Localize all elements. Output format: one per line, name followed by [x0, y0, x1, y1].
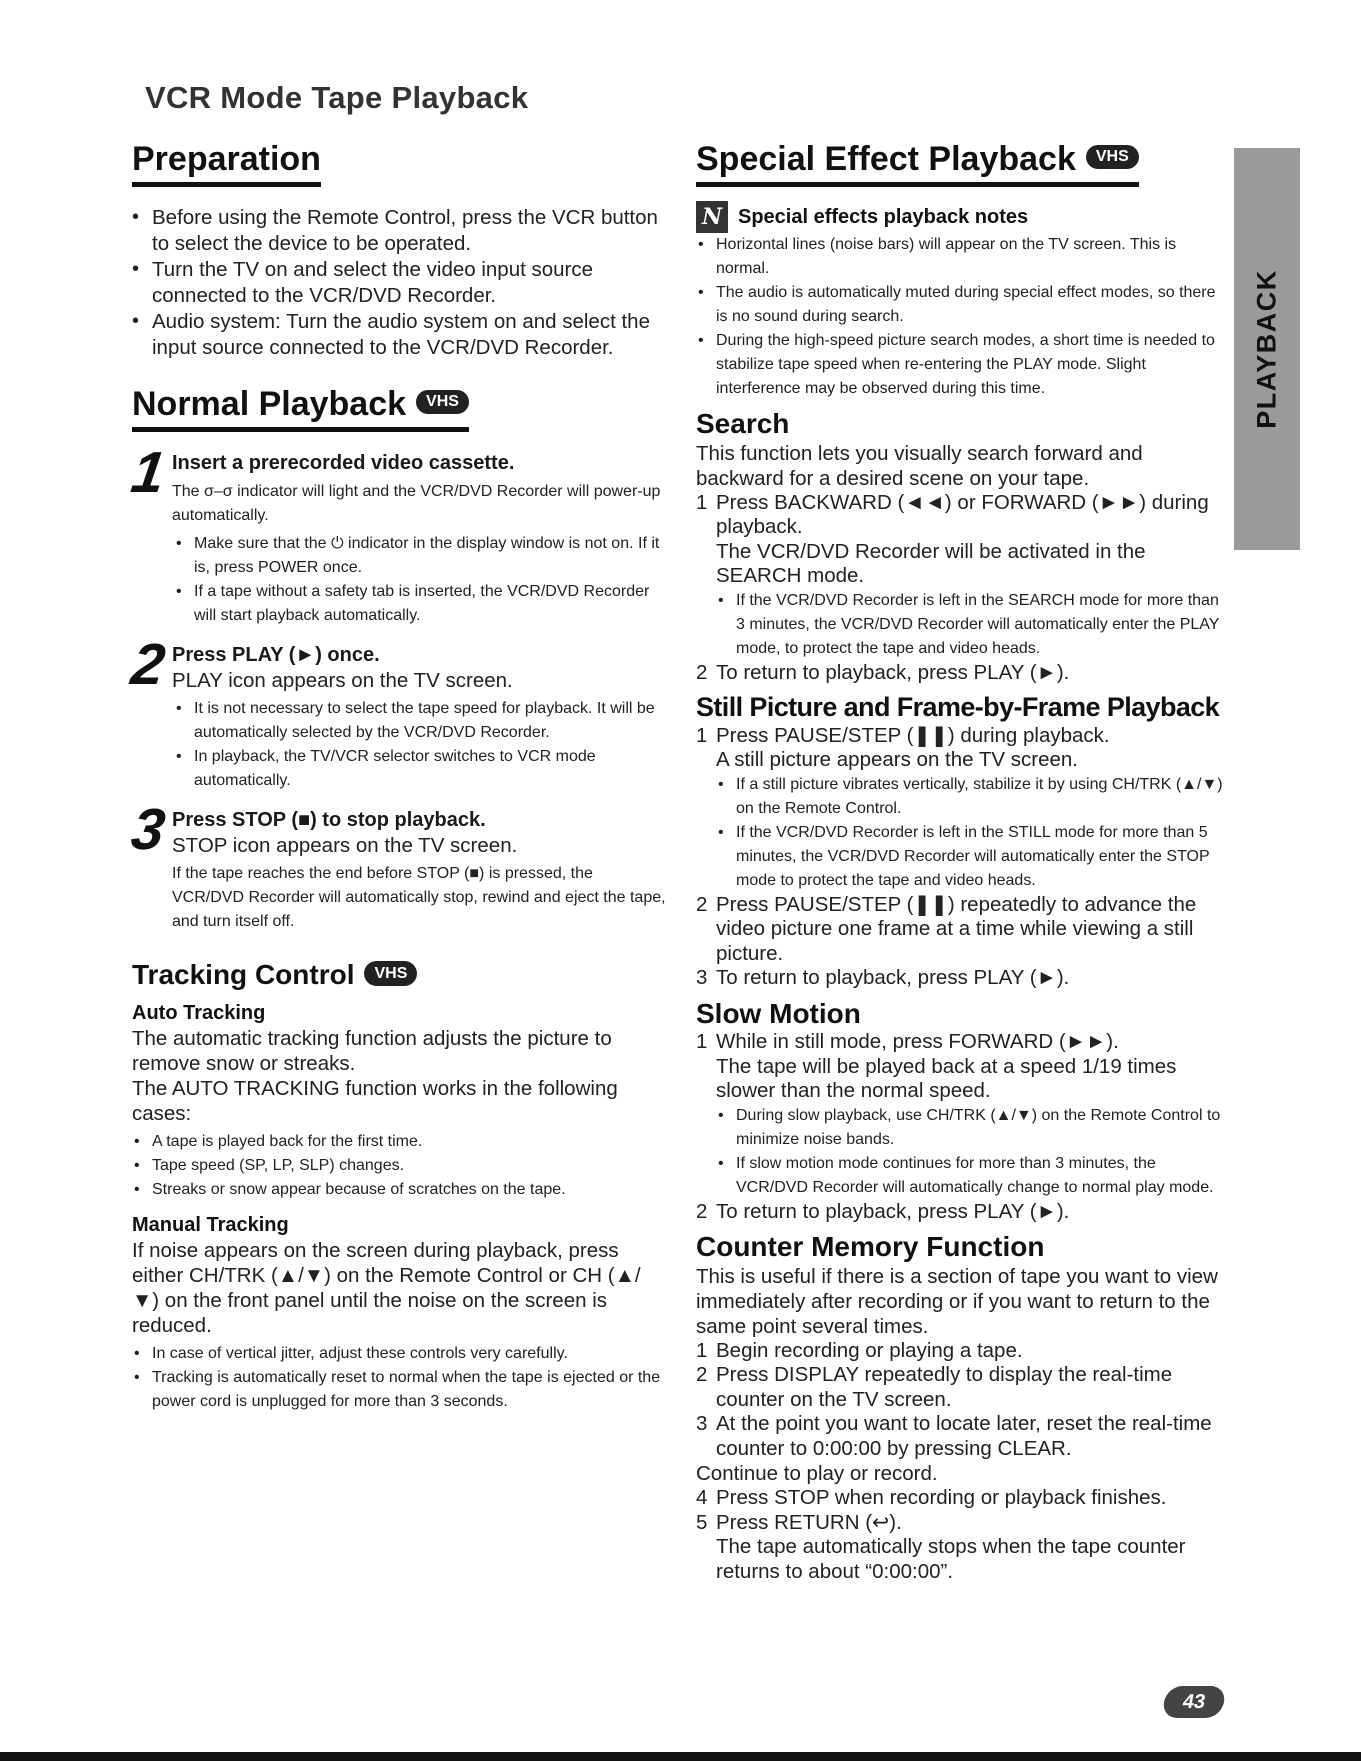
note-title: Special effects playback notes	[738, 206, 1029, 229]
step-text: Press DISPLAY repeatedly to display the real-time counter on the TV screen.	[716, 1363, 1173, 1411]
list-item: • Make sure that the ⏻ indicator in the display window is not on. If it is, press POWER once.	[174, 532, 667, 580]
auto-tracking-list	[132, 1130, 667, 1202]
step-title: Insert a prerecorded video cassette.	[172, 452, 515, 475]
note-header	[696, 201, 1226, 233]
list-item: • Audio system: Turn the audio system on and select the input source connected to the VCR/DVD Recorder.	[132, 309, 667, 360]
step-number: 2	[696, 1363, 708, 1387]
auto-tracking-para: The AUTO TRACKING function works in the following cases:	[132, 1076, 618, 1125]
page-heading: VCR Mode Tape Playback	[145, 80, 529, 115]
bottom-rule	[0, 1752, 1361, 1761]
step-number: 2	[696, 1199, 708, 1223]
step-text: To return to playback, press PLAY (►).	[716, 660, 1070, 684]
step-number: 2	[127, 632, 169, 698]
list-item	[696, 1363, 1226, 1412]
step-text: At the point you want to locate later, reset the real-time counter to 0:00:00 by pressing CLEAR.	[716, 1412, 1212, 1460]
tracking-title: Tracking Control VHS	[132, 958, 667, 992]
list-item: • In playback, the TV/VCR selector switches to VCR mode automatically.	[174, 745, 667, 793]
step-number: 2	[696, 892, 708, 916]
list-item: • Streaks or snow appear because of scratches on the tape.	[132, 1178, 667, 1202]
manual-tracking-list	[132, 1342, 667, 1414]
preparation-title: Preparation	[132, 140, 321, 187]
step-desc: STOP icon appears on the TV screen.	[172, 834, 518, 858]
right-column	[696, 140, 1226, 1584]
step-number: 3	[696, 1412, 708, 1436]
step-number: 3	[127, 797, 169, 863]
counter-intro: This is useful if there is a section of tape you want to view immediately after recording or if you want to return to the same point several times.	[696, 1264, 1218, 1338]
step-sub: The VCR/DVD Recorder will be activated in the SEARCH mode.	[716, 539, 1146, 588]
vhs-badge: VHS	[364, 961, 417, 986]
list-item: • During the high-speed picture search modes, a short time is needed to stabilize tape speed when re-entering the PLAY mode. Slight interference may be observed during this time.	[696, 329, 1226, 401]
step-text: Press PAUSE/STEP (❚❚) during playback.	[716, 723, 1110, 747]
list-item	[696, 661, 1226, 686]
step-1	[127, 440, 667, 628]
list-item	[696, 1486, 1226, 1511]
left-column	[127, 140, 667, 1414]
step-note: If the tape reaches the end before STOP (■) is pressed, the VCR/DVD Recorder will automatically stop, rewind and eject the tape, and turn itself off.	[172, 865, 666, 931]
side-tab-label: PLAYBACK	[1251, 269, 1282, 429]
search-intro: This function lets you visually search forward and backward for a desired scene on your tape.	[696, 441, 1143, 490]
list-item	[696, 893, 1226, 967]
step-bullets	[716, 589, 1226, 661]
step-text: Press RETURN (↩).	[716, 1510, 902, 1534]
step-number: 4	[696, 1486, 708, 1510]
normal-playback-title: Normal Playback VHS	[132, 385, 469, 432]
step-desc: PLAY icon appears on the TV screen.	[172, 669, 513, 693]
step-sub: A still picture appears on the TV screen.	[716, 748, 1078, 772]
list-item: • The audio is automatically muted during special effect modes, so there is no sound during search.	[696, 281, 1226, 329]
list-item: • If slow motion mode continues for more than 3 minutes, the VCR/DVD Recorder will automatically change to normal play mode.	[716, 1152, 1226, 1200]
step-3	[127, 797, 667, 934]
manual-tracking-title: Manual Tracking	[132, 1213, 289, 1236]
list-item: • If a still picture vibrates vertically, stabilize it by using CH/TRK (▲/▼) on the Remote Control.	[716, 773, 1226, 821]
page-number-badge: 43	[1161, 1686, 1227, 1718]
step-number: 3	[696, 966, 708, 990]
list-item: • A tape is played back for the first time.	[132, 1130, 667, 1154]
step-title: Press STOP (■) to stop playback.	[172, 809, 486, 832]
list-item: • During slow playback, use CH/TRK (▲/▼) on the Remote Control to minimize noise bands.	[716, 1104, 1226, 1152]
step-text: To return to playback, press PLAY (►).	[716, 966, 1070, 990]
step-text: To return to playback, press PLAY (►).	[716, 1199, 1070, 1223]
list-item	[696, 966, 1226, 991]
step-number: 1	[696, 1338, 708, 1362]
still-picture-title: Still Picture and Frame-by-Frame Playback	[696, 692, 1220, 723]
step-sub: The tape will be played back at a speed 1/19 times slower than the normal speed.	[716, 1054, 1177, 1103]
step-number: 2	[696, 660, 708, 684]
step-text: While in still mode, press FORWARD (►►).	[716, 1030, 1119, 1054]
counter-memory-title: Counter Memory Function	[696, 1231, 1045, 1263]
still-steps	[696, 724, 1226, 991]
list-item	[696, 491, 1226, 661]
search-title: Search	[696, 408, 790, 440]
list-item: • Turn the TV on and select the video input source connected to the VCR/DVD Recorder.	[132, 257, 667, 308]
step-number: 1	[696, 490, 708, 514]
list-item: • It is not necessary to select the tape speed for playback. It will be automatically selected by the VCR/DVD Recorder.	[174, 697, 667, 745]
counter-steps-b	[696, 1486, 1226, 1584]
note-icon: N	[696, 201, 728, 233]
auto-tracking-para: The automatic tracking function adjusts the picture to remove snow or streaks.	[132, 1026, 612, 1075]
manual-tracking-para: If noise appears on the screen during playback, press either CH/TRK (▲/▼) on the Remote Control or CH (▲/▼) on the front panel until the noise on the screen is reduced.	[132, 1238, 641, 1337]
list-item	[696, 1339, 1226, 1364]
preparation-list	[132, 205, 667, 360]
step-bullets	[716, 773, 1226, 893]
step-bullets	[174, 532, 667, 628]
step-number: 1	[696, 1030, 708, 1054]
step-2	[127, 632, 667, 793]
special-effect-title: Special Effect Playback VHS	[696, 140, 1139, 187]
step-text: Press STOP when recording or playback finishes.	[716, 1486, 1167, 1510]
list-item: • Tracking is automatically reset to normal when the tape is ejected or the power cord is unplugged for more than 3 seconds.	[132, 1366, 667, 1414]
step-number: 1	[696, 723, 708, 747]
list-item: • Before using the Remote Control, press the VCR button to select the device to be operated.	[132, 205, 667, 256]
counter-steps-a	[696, 1339, 1226, 1462]
step-text: Begin recording or playing a tape.	[716, 1338, 1023, 1362]
step-title: Press PLAY (►) once.	[172, 644, 380, 667]
step-number: 5	[696, 1510, 708, 1534]
note-list	[696, 233, 1226, 401]
step-text: Press PAUSE/STEP (❚❚) repeatedly to advance the video picture one frame at a time while viewing a still picture.	[716, 892, 1197, 965]
list-item	[696, 1200, 1226, 1225]
step-text: Press BACKWARD (◄◄) or FORWARD (►►) during playback.	[716, 490, 1209, 539]
list-item: • Horizontal lines (noise bars) will appear on the TV screen. This is normal.	[696, 233, 1226, 281]
list-item: • Tape speed (SP, LP, SLP) changes.	[132, 1154, 667, 1178]
search-steps	[696, 491, 1226, 686]
vhs-badge: VHS	[1086, 145, 1139, 169]
slow-motion-title: Slow Motion	[696, 997, 861, 1029]
step-sub: The tape automatically stops when the tape counter returns to about “0:00:00”.	[716, 1535, 1186, 1583]
vhs-badge: VHS	[416, 390, 469, 414]
step-desc: The σ–σ indicator will light and the VCR/DVD Recorder will power-up automatically.	[172, 483, 661, 525]
list-item	[696, 724, 1226, 893]
list-item: • If the VCR/DVD Recorder is left in the SEARCH mode for more than 3 minutes, the VCR/DVD Recorder will automatically enter the PLAY mode, to protect the tape and video heads.	[716, 589, 1226, 661]
step-bullets	[174, 697, 667, 793]
list-item: • In case of vertical jitter, adjust these controls very carefully.	[132, 1342, 667, 1366]
auto-tracking-title: Auto Tracking	[132, 1001, 266, 1024]
list-item	[696, 1511, 1226, 1585]
step-number: 1	[127, 440, 169, 506]
list-item: • If a tape without a safety tab is inserted, the VCR/DVD Recorder will start playback automatically.	[174, 580, 667, 628]
list-item	[696, 1412, 1226, 1461]
section-side-tab	[1234, 148, 1300, 550]
list-item	[696, 1030, 1226, 1200]
list-item: • If the VCR/DVD Recorder is left in the STILL mode for more than 5 minutes, the VCR/DVD Recorder will automatically enter the STOP mode to protect the tape and video heads.	[716, 821, 1226, 893]
step-bullets	[716, 1104, 1226, 1200]
counter-continue: Continue to play or record.	[696, 1462, 938, 1486]
slow-steps	[696, 1030, 1226, 1224]
